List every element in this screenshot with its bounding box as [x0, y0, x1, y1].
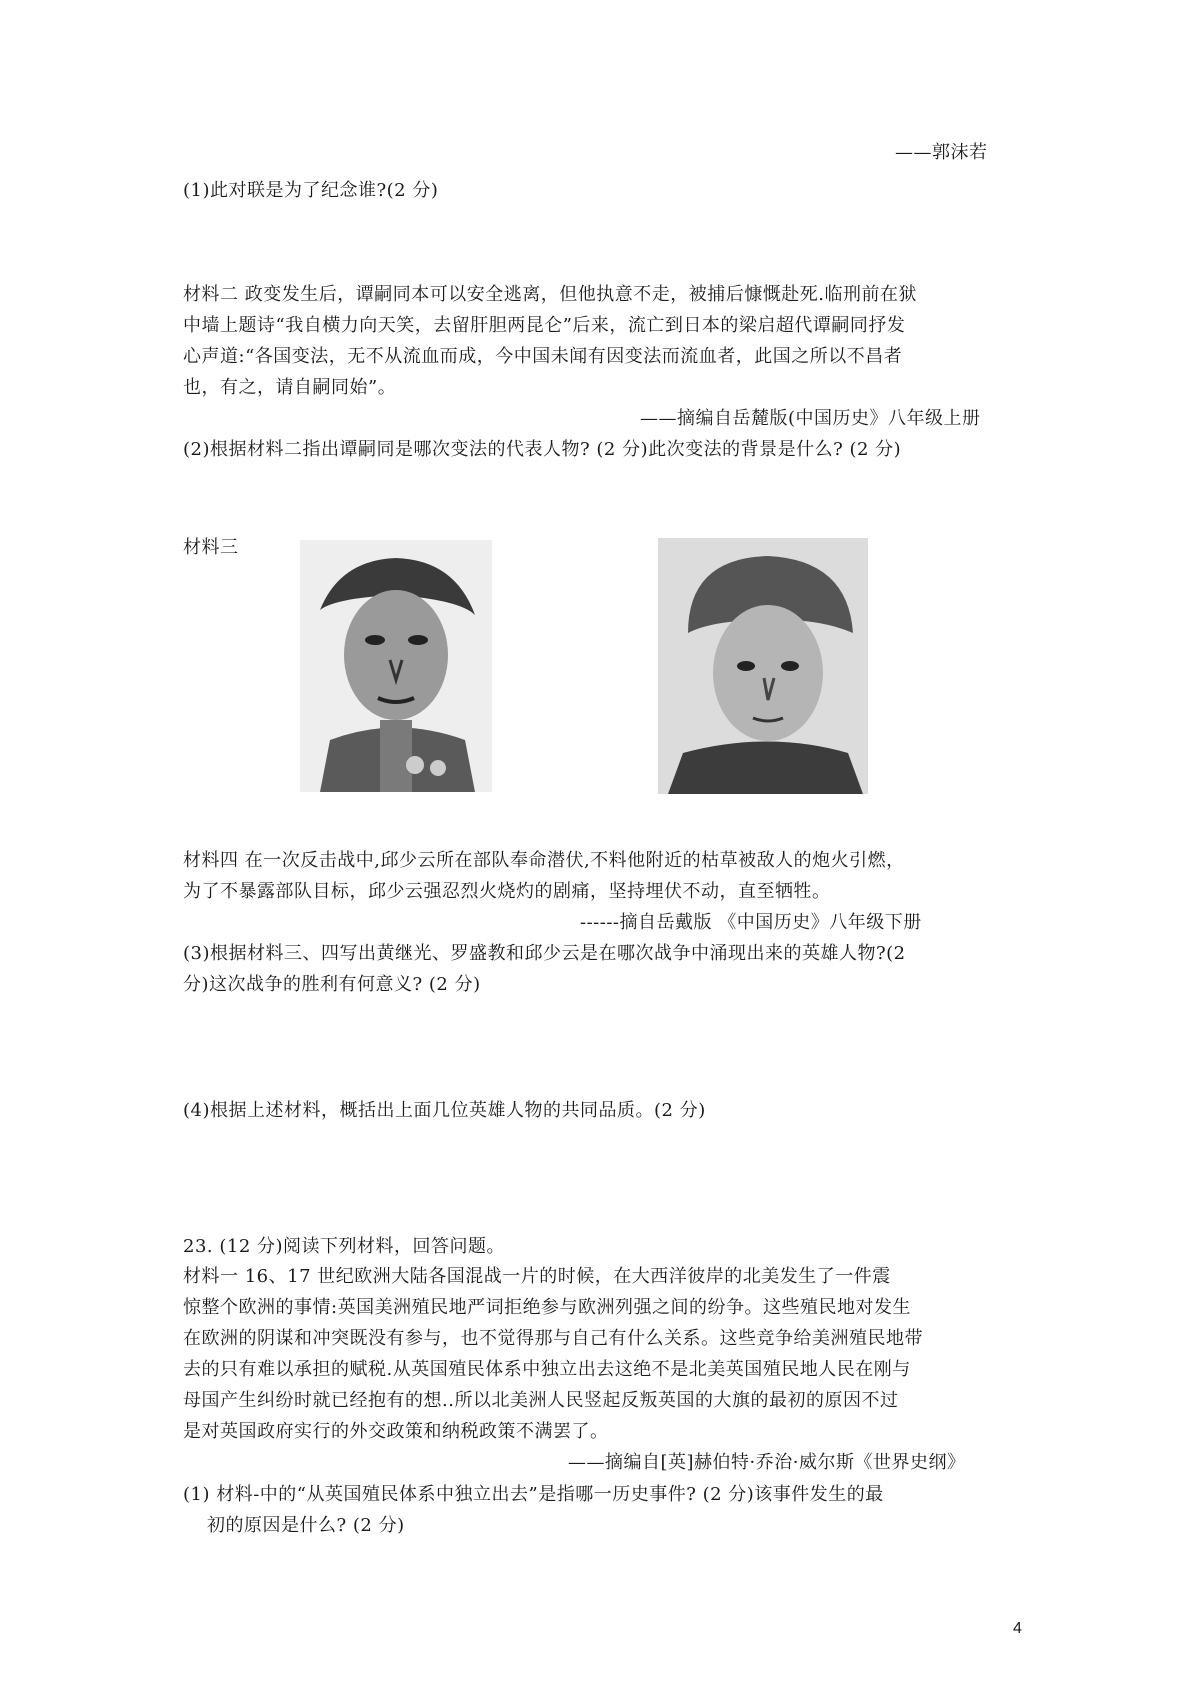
question-2: (2)根据材料二指出谭嗣同是哪次变法的代表人物? (2 分)此次变法的背景是什么? (2 分)	[183, 439, 902, 460]
material-2-line: 也，有之，请自嗣同始”。	[183, 377, 397, 398]
material-4-source: ------摘自岳戴版 《中国历史》八年级下册	[580, 912, 922, 933]
q23-material-line: 是对英国政府实行的外交政策和纳税政策不满罢了。	[183, 1421, 609, 1442]
material-2-source: ——摘编自岳麓版(中国历史》八年级上册	[640, 408, 981, 429]
q23-material-line: 材料一 16、17 世纪欧洲大陆各国混战一片的时候，在大西洋彼岸的北美发生了一件震	[183, 1266, 891, 1287]
q23-question-1-line: 初的原因是什么? (2 分)	[207, 1515, 405, 1536]
question-1: (1)此对联是为了纪念谁?(2 分)	[183, 180, 439, 201]
q23-question-1-line: (1) 材料-中的“从英国殖民体系中独立出去”是指哪一历史事件? (2 分)该事件发生的最	[183, 1484, 884, 1505]
q23-material-line: 去的只有难以承担的赋税.从英国殖民体系中独立出去这绝不是北美英国殖民地人民在刚与	[183, 1359, 911, 1380]
question-23-header: 23. (12 分)阅读下列材料，回答问题。	[183, 1236, 506, 1257]
page-number: 4	[1013, 1620, 1022, 1637]
portrait-photo-right	[658, 538, 868, 794]
q23-source: ——摘编自[英]赫伯特·乔治·威尔斯《世界史纲》	[568, 1452, 966, 1473]
material-4-line: 为了不暴露部队目标，邱少云强忍烈火烧灼的剧痛，坚持埋伏不动，直至牺牲。	[183, 881, 831, 902]
material-4-line: 材料四 在一次反击战中,邱少云所在部队奉命潜伏,不料他附近的枯草被敌人的炮火引燃，	[183, 850, 905, 871]
material-3-label: 材料三	[183, 537, 239, 558]
q23-material-line: 母国产生纠纷时就已经抱有的想..所以北美洲人民竖起反叛英国的大旗的最初的原因不过	[183, 1390, 899, 1411]
material-2-line: 心声道:“各国变法，无不从流血而成，今中国未闻有因变法而流血者，此国之所以不昌者	[183, 346, 903, 367]
question-3-line: 分)这次战争的胜利有何意义? (2 分)	[183, 974, 481, 995]
question-4: (4)根据上述材料，概括出上面几位英雄人物的共同品质。(2 分)	[183, 1100, 706, 1121]
q23-material-line: 在欧洲的阴谋和冲突既没有参与，也不觉得那与自己有什么关系。这些竞争给美洲殖民地带	[183, 1328, 923, 1349]
material-2-line: 材料二 政变发生后，谭嗣同本可以安全逃离，但他执意不走，被捕后慷慨赴死.临刑前在狱	[183, 284, 917, 305]
portrait-photo-left	[300, 540, 492, 792]
attribution-guo-moruo: ——郭沫若	[895, 142, 988, 163]
q23-material-line: 惊整个欧洲的事情:英国美洲殖民地严词拒绝参与欧洲列强之间的纷争。这些殖民地对发生	[183, 1297, 912, 1318]
question-3-line: (3)根据材料三、四写出黄继光、罗盛教和邱少云是在哪次战争中涌现出来的英雄人物?(2	[183, 943, 906, 964]
material-2-line: 中墙上题诗“我自横力向天笑，去留肝胆两昆仑”后来，流亡到日本的梁启超代谭嗣同抒发	[183, 315, 906, 336]
